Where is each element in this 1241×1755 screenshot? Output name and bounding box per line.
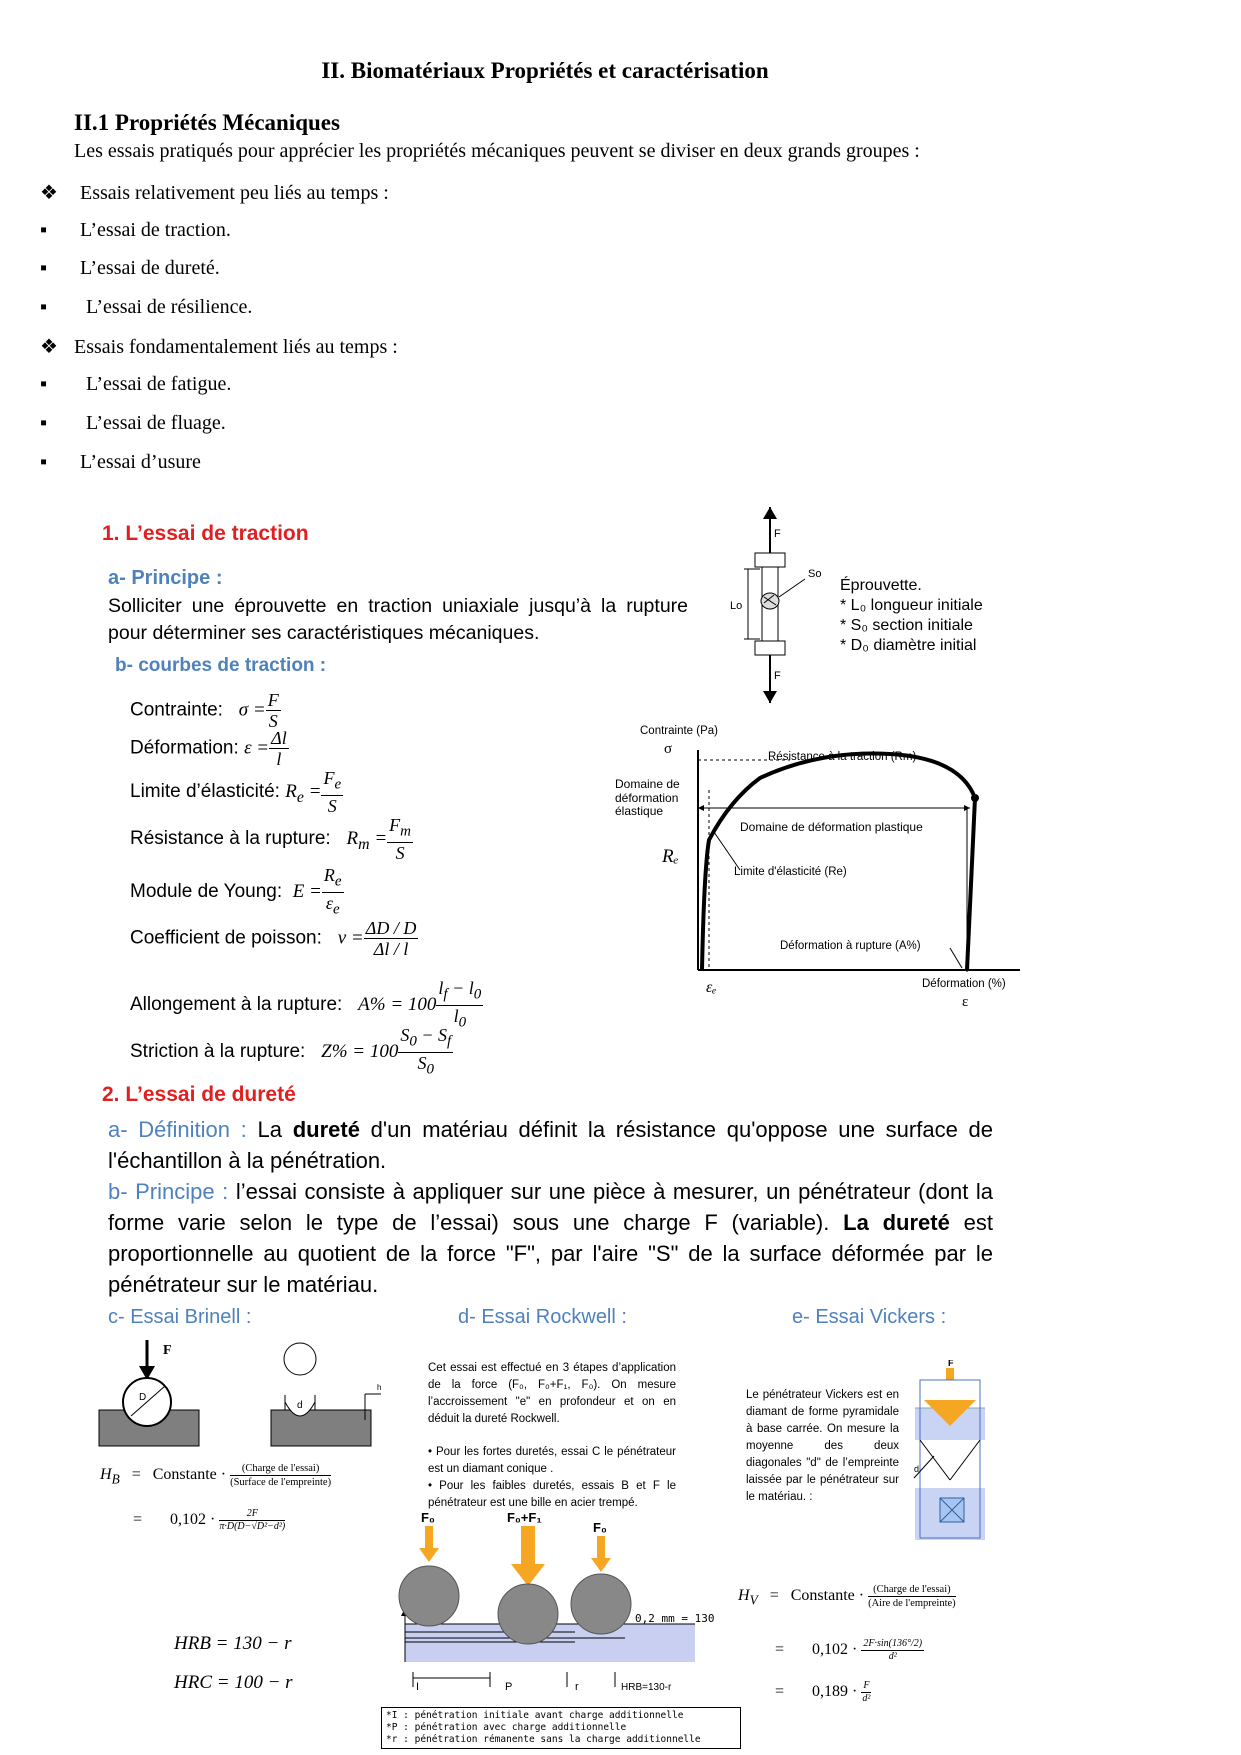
list-item: ▪ L’essai de dureté. [40, 257, 220, 279]
page-title: II. Biomatériaux Propriétés et caractérisation [321, 58, 769, 83]
elastic-domain-label: Domaine de déformation élastique [615, 777, 680, 818]
formula-striction: Striction à la rupture: Z% = 100 $\frac{S_0 - S_f}{S_0}$ [130, 1025, 452, 1078]
rockwell-hrb: HRB=130-r [621, 1682, 672, 1693]
plastic-domain-label: Domaine de déformation plastique [740, 820, 923, 834]
hrb-formula: HRB = 130 − r [174, 1633, 292, 1654]
section-intro: Les essais pratiqués pour apprécier les propriétés mécaniques peuvent se diviser en deux grands groupes : [74, 140, 920, 162]
durete-principe: b- Principe : l’essai consiste à appliquer sur une pièce à mesurer, un pénétrateur (dont la forme varie selon le type de l’essai) sous une charge F (variable). La dureté est proportionnelle au quotient de la force "F", par l'aire "S" de la surface déformée par le pénétrateur sur le matériau. [108, 1179, 993, 1297]
rockwell-bullet-1: • Pour les fortes duretés, essai C le pénétrateur est un diamant conique . [428, 1446, 676, 1475]
lo-label: Lo [730, 600, 743, 612]
force-label-top: F [774, 528, 781, 540]
so-label: So [808, 568, 822, 580]
rockwell-text: Cet essai est effectué en 3 étapes d’application de la force (F₀, F₀+F₁, F₀). On mesure l’accroissement "e" en profondeur et on en déduit la dureté Rockwell. [428, 1362, 676, 1425]
list-item: ❖ Essais relativement peu liés au temps : [40, 182, 389, 204]
rockwell-bullet-2: • Pour les faibles duretés, essais B et F le pénétrateur est une bille en acier trempé. [428, 1480, 676, 1509]
re-label: Limite d'élasticité (Re) [734, 866, 847, 878]
section-heading: II.1 Propriétés Mécaniques [74, 110, 340, 135]
rockwell-p: P [505, 1681, 513, 1693]
rockwell-depth: 0,2 mm = 130 [635, 1612, 715, 1625]
durete-definition: a- Définition : La dureté d'un matériau définit la résistance qu'oppose une surface de l'échantillon à la pénétration. [108, 1117, 993, 1173]
vickers-text: Le pénétrateur Vickers est en diamant de forme pyramidale à base carrée. On mesure la moyenne des deux diagonales "d" de l’empreinte laissée par le pénétrateur sur le matériau. : [746, 1389, 899, 1503]
ee-symbol: εₑ [706, 979, 717, 996]
formula-allongement: Allongement à la rupture: A% = 100 $\frac{l_f - l_0}{l_0}$ [130, 978, 482, 1031]
force-label-bottom: F [774, 670, 781, 682]
rockwell-legend: *I : pénétration initiale avant charge additionnelle *P : pénétration avec charge additionnelle *r : pénétration rémanente sans la charge additionnelle [381, 1707, 741, 1749]
formula-resistance-rupture: Résistance à la rupture: $R_m$ = $\frac{F_m}{S}$ [130, 815, 411, 863]
list-item: ▪ L’essai de résilience. [40, 296, 253, 318]
x-axis-symbol: ε [962, 994, 969, 1010]
formula-coefficient-poisson: Coefficient de poisson: ν = $\frac{\Delta D / D}{\Delta l / l}$ [130, 918, 417, 959]
brinell-formula-1: $H_B$ = Constante · $\frac{\text{(Charge de l'essai)}}{\text{(Surface de l'empreinte)}}$ [100, 1463, 332, 1488]
x-axis-label: Déformation (%) [922, 978, 1006, 990]
rockwell-label: d- Essai Rockwell : [458, 1306, 627, 1328]
y-axis-label: Contrainte (Pa) [640, 725, 718, 737]
list-item: ▪ L’essai de traction. [40, 219, 231, 241]
a-label: Déformation à rupture (A%) [780, 940, 921, 952]
traction-courbes-label: b- courbes de traction : [115, 655, 327, 676]
brinell-label: c- Essai Brinell : [108, 1306, 252, 1328]
hrc-formula: HRC = 100 − r [174, 1672, 293, 1693]
list-item: ▪ L’essai d’usure [40, 451, 201, 473]
traction-principe-text: Solliciter une éprouvette en traction uniaxiale jusqu’à la rupture pour déterminer ses caractéristiques mécaniques. [108, 595, 688, 644]
list-item: ▪ L’essai de fluage. [40, 412, 226, 434]
formula-module-young: Module de Young: E = $\frac{R_e}{\varepsilon_e}$ [130, 865, 342, 918]
list-item: ❖ Essais fondamentalement liés au temps : [40, 336, 398, 358]
rockwell-f0-2: F₀ [593, 1520, 607, 1535]
formula-contrainte: Contrainte: σ = $\frac{F}{S}$ [130, 690, 279, 731]
rm-label: Résistance à la traction (Rm) [768, 751, 917, 763]
vickers-label: e- Essai Vickers : [792, 1306, 947, 1328]
specimen-legend: Éprouvette. * L₀ longueur initiale * S₀ section initiale * D₀ diamètre initial [840, 577, 983, 654]
re-symbol: Rₑ [662, 846, 679, 867]
rockwell-r: r [575, 1681, 579, 1693]
traction-principe-label: a- Principe : [108, 567, 223, 589]
brinell-d-small: d [297, 1400, 303, 1411]
durete-heading: 2. L’essai de dureté [102, 1083, 296, 1106]
brinell-h: h [377, 1383, 382, 1392]
vickers-formula-1: $H_V$ = Constante · $\frac{\text{(Charge de l'essai)}}{\text{(Aire de l'empreinte)}}$ [738, 1584, 956, 1609]
vickers-force-label: F [948, 1360, 954, 1368]
vickers-d: d [914, 1464, 920, 1474]
rockwell-diagram [385, 1512, 735, 1707]
list-item: ▪ L’essai de fatigue. [40, 373, 232, 395]
rockwell-f0-1: F₀ [421, 1512, 435, 1525]
traction-heading: 1. L’essai de traction [102, 522, 309, 545]
formula-deformation: Déformation: ε = $\frac{\Delta l}{l}$ [130, 728, 287, 769]
vickers-diagram [910, 1360, 990, 1550]
formula-limite-elasticite: Limite d’élasticité: $R_e$ = $\frac{F_e}{S}$ [130, 768, 342, 816]
brinell-force-label: F [163, 1343, 172, 1358]
brinell-formula-2: = 0,102 · $\frac{2F}{\text{π·D(D−√D²−d²)}}$ [133, 1508, 286, 1532]
stress-strain-curve [610, 720, 1030, 1020]
vickers-formula-3: = 0,189 · $\frac{F}{\text{d²}}$ [775, 1680, 871, 1704]
brinell-diagram [95, 1340, 425, 1450]
rockwell-f0f1: F₀+F₁ [507, 1512, 542, 1525]
y-axis-symbol: σ [664, 741, 673, 757]
brinell-d-big: D [139, 1392, 147, 1403]
vickers-formula-2: = 0,102 · $\frac{2F\cdot\sin(136^\circ/2)}{\text{d²}}$ [775, 1638, 923, 1662]
rockwell-i: I [416, 1681, 420, 1693]
